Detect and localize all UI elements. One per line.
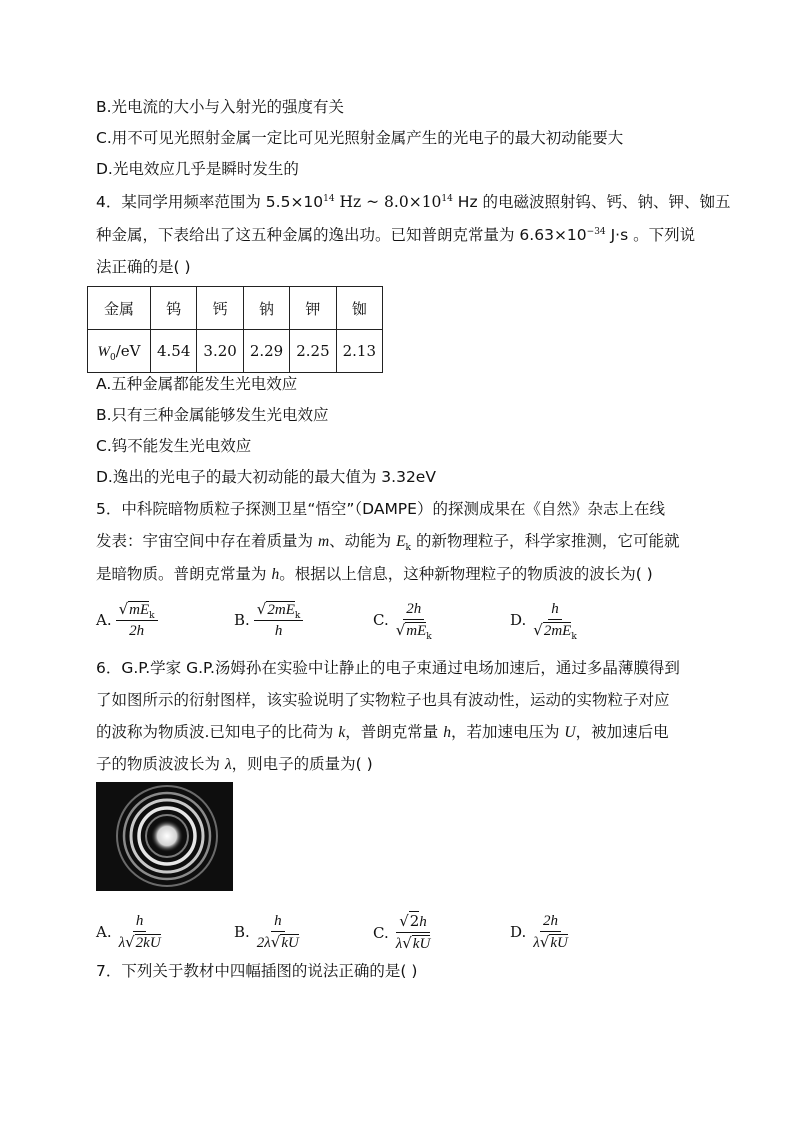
q5-stem-line1: 5．中科院暗物质粒子探测卫星“悟空”（DAMPE）的探测成果在《自然》杂志上在线 <box>96 500 665 518</box>
q4-stem-line2: 种金属，下表给出了这五种金属的逸出功。已知普朗克常量为 $6.63\times 10^{-34}$ J·s 。下列说 <box>96 226 696 244</box>
q5-stem-line3: 是暗物质。普朗克常量为 h。根据以上信息，这种新物理粒子的物质波的波长为( ) <box>96 565 653 583</box>
table-header-cell: 钾 <box>290 287 336 330</box>
q4-option-b: B.只有三种金属能够发生光电效应 <box>96 406 329 424</box>
q5-option-c: C. $\frac{2h}{√mE_k}$ <box>373 601 432 642</box>
q6-option-a: A. $\frac{h}{\lambda√2kU}$ <box>96 913 161 951</box>
q4-stem-line1: 4．某同学用频率范围为 $5.5\times 10^{14}$ Hz ~ $8.0\times 10^{14}$ Hz 的电磁波照射钨、钙、钠、钾、铷五 <box>96 193 731 211</box>
q3-option-b: B.光电流的大小与入射光的强度有关 <box>96 98 345 116</box>
q6-stem-line4: 子的物质波波长为 λ，则电子的质量为( ) <box>96 755 373 773</box>
q6-stem-line1: 6．G.P.学家 G.P.汤姆孙在实验中让静止的电子束通过电场加速后，通过多晶薄膜得到 <box>96 659 680 677</box>
table-cell: 2.25 <box>290 330 336 373</box>
q4-option-a: A.五种金属都能发生光电效应 <box>96 375 298 393</box>
q6-option-b: B. $\frac{h}{2\lambda√kU}$ <box>234 913 299 951</box>
q6-option-c: C. $\frac{√2h}{\lambda√kU}$ <box>373 912 431 952</box>
table-header-row <box>88 287 383 330</box>
q6-stem-line2: 了如图所示的衍射图样，该实验说明了实物粒子也具有波动性，运动的实物粒子对应 <box>96 691 670 709</box>
diffraction-rings <box>96 782 233 891</box>
q6-stem-line3: 的波称为物质波.已知电子的比荷为 k，普朗克常量 h，若加速电压为 U，被加速后电 <box>96 723 669 741</box>
table-row <box>88 330 383 373</box>
table-header-cell: 铷 <box>336 287 382 330</box>
table-cell: 2.13 <box>336 330 382 373</box>
q7-stem-line1: 7．下列关于教材中四幅插图的说法正确的是( ) <box>96 962 418 980</box>
table-cell: 2.29 <box>243 330 289 373</box>
q5-option-a: A. $\frac{√mE_k}{2h}$ <box>96 600 158 640</box>
q5-option-b: B. $\frac{√2mE_k}{h}$ <box>234 600 303 640</box>
table-cell: 4.54 <box>151 330 197 373</box>
q4-stem-line3: 法正确的是( ) <box>96 258 191 276</box>
table-cell: 3.20 <box>197 330 243 373</box>
diffraction-pattern-image <box>96 782 233 891</box>
q3-option-d: D.光电效应几乎是瞬时发生的 <box>96 160 299 178</box>
q6-option-d: D. $\frac{2h}{\lambda√kU}$ <box>510 913 568 951</box>
q5-stem-line2: 发表：宇宙空间中存在着质量为 m、动能为 $E_k$ 的新物理粒子，科学家推测，它可能就 <box>96 532 680 554</box>
work-function-table <box>87 286 383 373</box>
q4-option-d: D.逸出的光电子的最大初动能的最大值为 3.32eV <box>96 468 436 486</box>
q3-option-c: C.用不可见光照射金属一定比可见光照射金属产生的光电子的最大初动能要大 <box>96 129 624 147</box>
table-row-label: $W_0/eV$ <box>88 330 151 373</box>
q4-option-c: C.钨不能发生光电效应 <box>96 437 252 455</box>
table-header-cell: 钠 <box>243 287 289 330</box>
table-header-cell: 钙 <box>197 287 243 330</box>
table-header-cell: 钨 <box>151 287 197 330</box>
q5-option-d: D. $\frac{h}{√2mE_k}$ <box>510 601 577 642</box>
table-header-cell: 金属 <box>88 287 151 330</box>
